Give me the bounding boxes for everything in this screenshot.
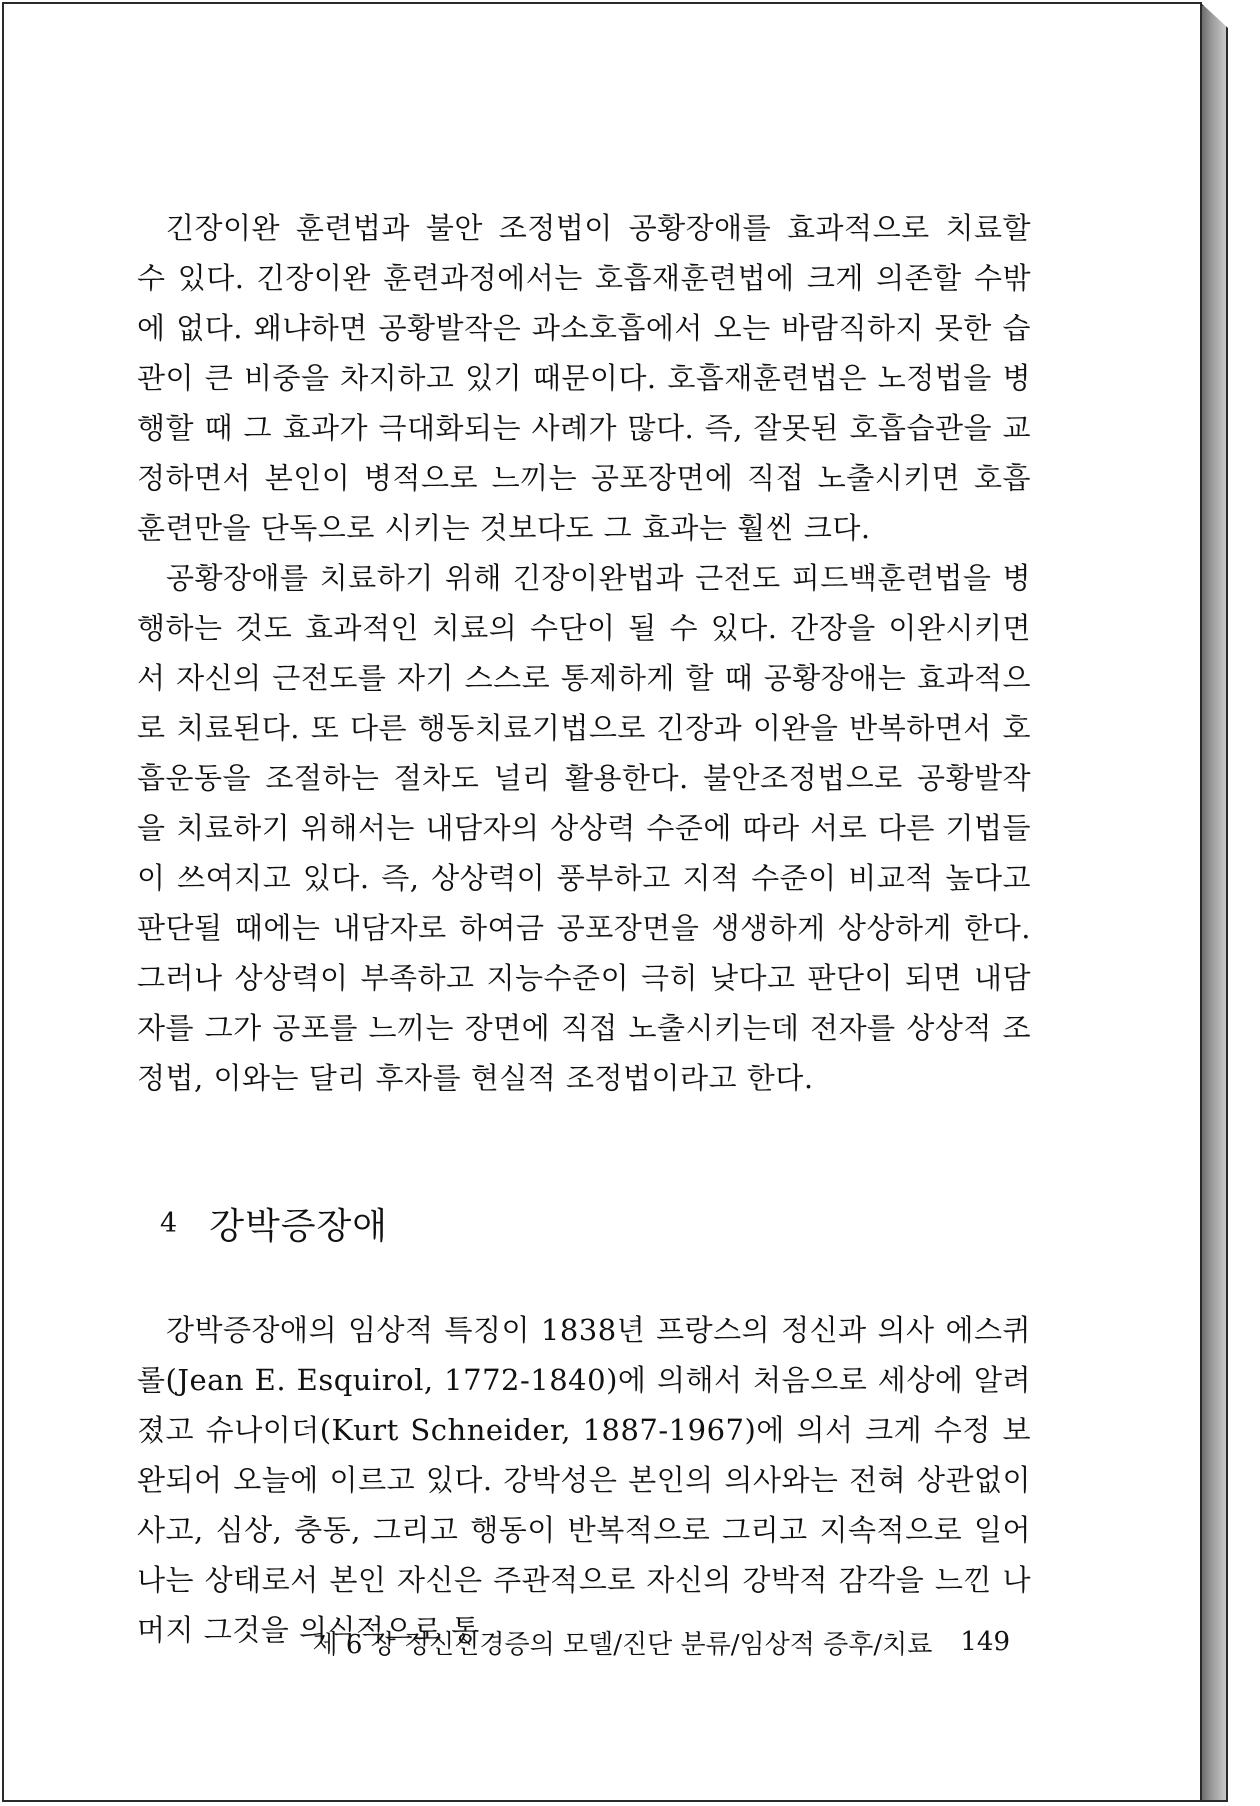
section-heading [160,1195,388,1251]
page-number: 149 [960,1627,1010,1657]
paragraph-emg-biofeedback: 공황장애를 치료하기 위해 긴장이완법과 근전도 피드백훈련법을 병행하는 것도 효과적인 치료의 수단이 될 수 있다. 간장을 이완시키면서 자신의 근전도를 자기 스스로 통제하게 할 때 공황장애는 효과적으로 치료된다. 또 다른 행동치료기법으로 긴장과 이완을 반복하면서 호흡운동을 조절하는 절차도 널리 활용한다. 불안조정법으로 공황발작을 치료하기 위해서는 내담자의 상상력 수준에 따라 서로 다른 기법들이 쓰여지고 있다. 즉, 상상력이 풍부하고 지적 수준이 비교적 높다고 판단될 때에는 내담자로 하여금 공포장면을 생생하게 상상하게 한다. 그러나 상상력이 부족하고 지능수준이 극히 낮다고 판단이 되면 내담자를 그가 공포를 느끼는 장면에 직접 노출시키는데 전자를 상상적 조정법, 이와는 달리 후자를 현실적 조정법이라고 한다. [137,561,1031,1095]
body-text-bottom [137,1305,1031,1655]
running-footer [300,1622,1010,1662]
paragraph-relaxation-training: 긴장이완 훈련법과 불안 조정법이 공황장애를 효과적으로 치료할 수 있다. 긴장이완 훈련과정에서는 호흡재훈련법에 크게 의존할 수밖에 없다. 왜냐하면 공황발작은 과소호흡에서 오는 바람직하지 못한 습관이 큰 비중을 차지하고 있기 때문이다. 호흡재훈련법은 노정법을 병행할 때 그 효과가 극대화되는 사례가 많다. 즉, 잘못된 호흡습관을 교정하면서 본인이 병적으로 느끼는 공포장면에 직접 노출시키면 호흡훈련만을 단독으로 시키는 것보다도 그 효과는 훨씬 크다. [137,211,1031,545]
page-edge-shadow [1202,4,1228,1802]
body-text-top [137,203,1031,1103]
section-number: 4 [160,1207,178,1239]
footer-chapter-title: 제 6 장 정신신경증의 모델/진단 분류/임상적 증후/치료 [312,1629,933,1660]
section-title: 강박증장애 [209,1205,389,1247]
paragraph-ocd-history: 강박증장애의 임상적 특징이 1838년 프랑스의 정신과 의사 에스퀴롤(Jean E. Esquirol, 1772-1840)에 의해서 처음으로 세상에 알려졌고 슈나이더(Kurt Schneider, 1887-1967)에 의서 크게 수정 보완되어 오늘에 이르고 있다. 강박성은 본인의 의사와는 전혀 상관없이 사고, 심상, 충동, 그리고 행동이 반복적으로 그리고 지속적으로 일어나는 상태로서 본인 자신은 주관적으로 자신의 강박적 감각을 느낀 나머지 그것을 의식적으로 통 [137,1313,1031,1647]
